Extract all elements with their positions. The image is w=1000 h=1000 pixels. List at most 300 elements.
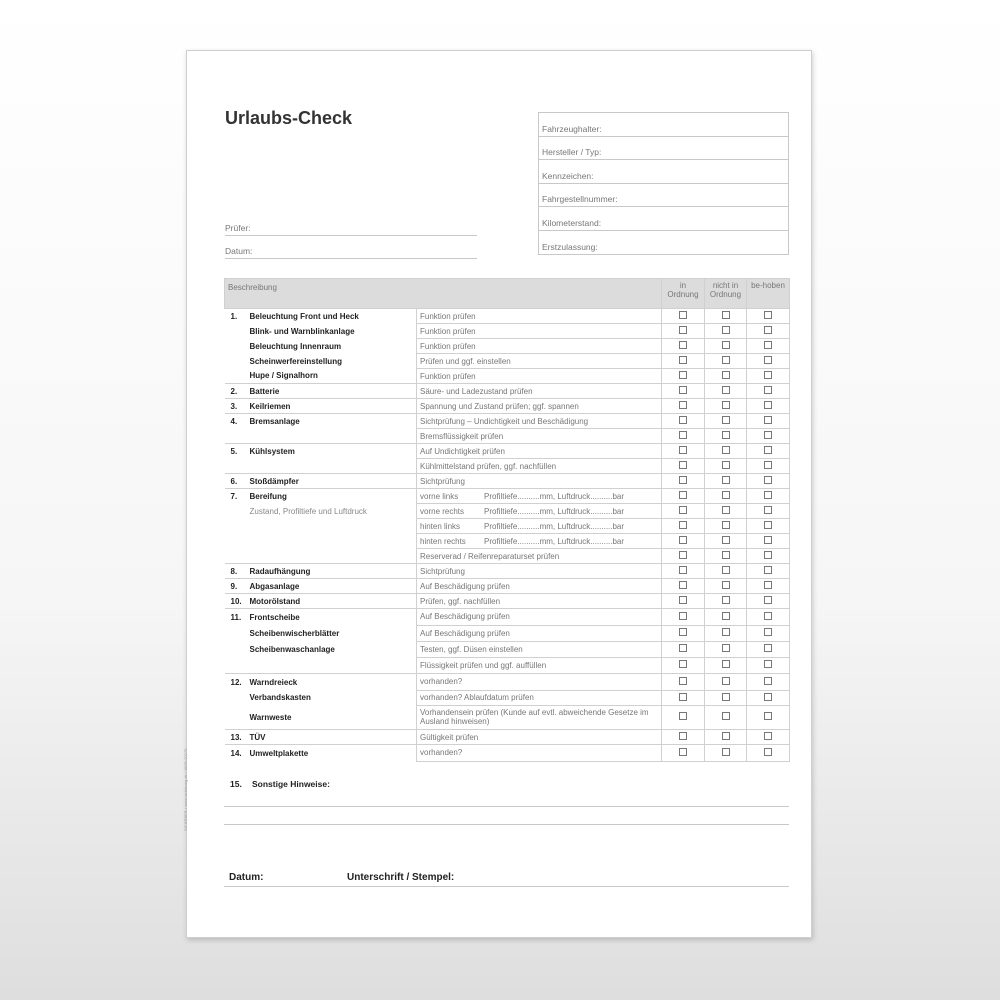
checkbox-fixed[interactable]: [764, 431, 772, 439]
checkbox-cell-in-order: [662, 641, 705, 657]
item-name: Verbandskasten: [249, 693, 311, 702]
check-task: [417, 399, 662, 414]
item-description: [247, 674, 417, 691]
item-number: [225, 429, 247, 444]
checkbox-cell-fixed: [747, 369, 790, 384]
checkbox-cell-fixed: [747, 459, 790, 474]
item-name: Batterie: [249, 386, 280, 396]
checkbox-not-in-order[interactable]: [722, 476, 730, 484]
checkbox-not-in-order[interactable]: [722, 371, 730, 379]
checkbox-not-in-order[interactable]: [722, 748, 730, 756]
check-task: [417, 384, 662, 399]
tire-position: vorne links: [420, 491, 459, 501]
checkbox-in-order[interactable]: [679, 566, 687, 574]
checkbox-fixed[interactable]: [764, 660, 772, 668]
item-number: [225, 519, 247, 534]
checkbox-cell-not-in-order: [705, 339, 747, 354]
checkbox-not-in-order[interactable]: [722, 566, 730, 574]
checkbox-fixed[interactable]: [764, 566, 772, 574]
checkbox-fixed[interactable]: [764, 326, 772, 334]
item-description: [247, 429, 417, 444]
task-text: Spannung und Zustand prüfen; ggf. spannen: [420, 401, 579, 411]
checkbox-not-in-order[interactable]: [722, 732, 730, 740]
item-number: 5.: [225, 444, 247, 459]
task-text: Profiltiefe..........mm, Luftdruck..........bar: [484, 506, 625, 516]
checkbox-in-order[interactable]: [679, 732, 687, 740]
checkbox-not-in-order[interactable]: [722, 628, 730, 636]
task-text: Funktion prüfen: [420, 341, 476, 351]
checkbox-cell-fixed: [747, 354, 790, 369]
checkbox-cell-fixed: [747, 519, 790, 534]
task-text: Funktion prüfen: [420, 326, 476, 336]
checkbox-fixed[interactable]: [764, 644, 772, 652]
task-text: Sichtprüfung: [420, 566, 465, 576]
task-text: Kühlmittelstand prüfen, ggf. nachfüllen: [420, 461, 557, 471]
notes-line[interactable]: [224, 789, 789, 807]
check-task: [417, 657, 662, 674]
checkbox-cell-in-order: [662, 625, 705, 641]
item-number: [225, 459, 247, 474]
checkbox-not-in-order[interactable]: [722, 677, 730, 685]
checkbox-not-in-order[interactable]: [722, 491, 730, 499]
item-name: Stoßdämpfer: [249, 476, 299, 486]
item-description: [247, 519, 417, 534]
checklist-row: [225, 745, 790, 762]
item-description: [247, 745, 417, 762]
checkbox-not-in-order[interactable]: [722, 693, 730, 701]
checkbox-not-in-order[interactable]: [722, 596, 730, 604]
checkbox-in-order[interactable]: [679, 660, 687, 668]
checkbox-in-order[interactable]: [679, 461, 687, 469]
checkbox-in-order[interactable]: [679, 644, 687, 652]
item-description: [247, 594, 417, 609]
check-task: [417, 414, 662, 429]
signature-row: [224, 870, 789, 887]
check-task: [417, 339, 662, 354]
checkbox-fixed[interactable]: [764, 401, 772, 409]
item-description: [247, 534, 417, 549]
item-number: 14.: [225, 745, 247, 762]
checkbox-in-order[interactable]: [679, 712, 687, 720]
check-task: [417, 690, 662, 705]
checkbox-cell-in-order: [662, 534, 705, 549]
checkbox-not-in-order[interactable]: [722, 551, 730, 559]
checkbox-fixed[interactable]: [764, 461, 772, 469]
checkbox-cell-not-in-order: [705, 444, 747, 459]
checkbox-fixed[interactable]: [764, 596, 772, 604]
side-imprint: SICHRBER • www.sicherung.de • WGB-00170: [183, 748, 188, 831]
signature-stamp-label[interactable]: Unterschrift / Stempel:: [347, 872, 455, 883]
checkbox-fixed[interactable]: [764, 628, 772, 636]
checkbox-in-order[interactable]: [679, 551, 687, 559]
checkbox-fixed[interactable]: [764, 612, 772, 620]
checkbox-cell-fixed: [747, 564, 790, 579]
check-task: [417, 579, 662, 594]
checkbox-not-in-order[interactable]: [722, 446, 730, 454]
check-task: [417, 489, 662, 504]
checkbox-cell-not-in-order: [705, 399, 747, 414]
checkbox-fixed[interactable]: [764, 732, 772, 740]
item-number: 8.: [225, 564, 247, 579]
checklist-row: [225, 369, 790, 384]
checkbox-in-order[interactable]: [679, 446, 687, 454]
task-text: Sichtprüfung – Undichtigkeit und Beschädigung: [420, 416, 589, 426]
check-task: [417, 444, 662, 459]
checkbox-in-order[interactable]: [679, 677, 687, 685]
checklist-row: [225, 579, 790, 594]
task-text: vorhanden? Ablaufdatum prüfen: [420, 693, 534, 702]
checkbox-cell-in-order: [662, 549, 705, 564]
checkbox-fixed[interactable]: [764, 446, 772, 454]
task-text: Auf Beschädigung prüfen: [420, 581, 510, 591]
check-task: [417, 745, 662, 762]
signature-date-label[interactable]: Datum:: [229, 872, 264, 883]
checkbox-in-order[interactable]: [679, 476, 687, 484]
checkbox-cell-not-in-order: [705, 324, 747, 339]
checkbox-cell-not-in-order: [705, 384, 747, 399]
task-text: Funktion prüfen: [420, 371, 476, 381]
checkbox-cell-in-order: [662, 609, 705, 626]
checkbox-not-in-order[interactable]: [722, 431, 730, 439]
checklist-row: [225, 474, 790, 489]
vehicle-info-box: [538, 112, 789, 255]
other-notes-label: [224, 779, 789, 789]
item-number: 9.: [225, 579, 247, 594]
checkbox-in-order[interactable]: [679, 431, 687, 439]
item-number: 3.: [225, 399, 247, 414]
check-task: [417, 429, 662, 444]
item-description: [247, 474, 417, 489]
task-text: vorhanden?: [420, 748, 463, 758]
checkbox-cell-fixed: [747, 444, 790, 459]
checklist-row: [225, 674, 790, 691]
item-name: Motorölstand: [249, 596, 301, 606]
check-task: [417, 609, 662, 626]
checklist-row: [225, 705, 790, 730]
checkbox-fixed[interactable]: [764, 476, 772, 484]
checkbox-in-order[interactable]: [679, 326, 687, 334]
checkbox-cell-fixed: [747, 745, 790, 762]
item-description: [247, 579, 417, 594]
item-description: [247, 309, 417, 324]
checkbox-cell-not-in-order: [705, 641, 747, 657]
checkbox-not-in-order[interactable]: [722, 326, 730, 334]
task-text: Säure- und Ladezustand prüfen: [420, 386, 533, 396]
checklist-row: [225, 504, 790, 519]
checkbox-fixed[interactable]: [764, 536, 772, 544]
checkbox-fixed[interactable]: [764, 693, 772, 701]
checkbox-not-in-order[interactable]: [722, 506, 730, 514]
check-task: [417, 519, 662, 534]
check-task: [417, 549, 662, 564]
header-in-order: in Ordnung: [662, 279, 705, 309]
checkbox-cell-fixed: [747, 384, 790, 399]
item-number: [225, 339, 247, 354]
checklist-row: [225, 429, 790, 444]
checkbox-cell-fixed: [747, 730, 790, 745]
item-number: [225, 534, 247, 549]
checkbox-cell-not-in-order: [705, 354, 747, 369]
item-name: Radaufhängung: [249, 566, 311, 576]
checkbox-fixed[interactable]: [764, 386, 772, 394]
item-description: [247, 339, 417, 354]
checkbox-not-in-order[interactable]: [722, 311, 730, 319]
checkbox-cell-in-order: [662, 489, 705, 504]
mileage-field[interactable]: Kilometerstand:: [539, 207, 788, 231]
item-description: [247, 384, 417, 399]
checkbox-cell-not-in-order: [705, 549, 747, 564]
checkbox-cell-in-order: [662, 384, 705, 399]
checkbox-fixed[interactable]: [764, 521, 772, 529]
item-name: TÜV: [249, 732, 266, 742]
checkbox-in-order[interactable]: [679, 536, 687, 544]
task-text: Profiltiefe..........mm, Luftdruck..........bar: [484, 491, 625, 501]
checkbox-cell-fixed: [747, 504, 790, 519]
checkbox-cell-in-order: [662, 564, 705, 579]
checkbox-in-order[interactable]: [679, 341, 687, 349]
checkbox-fixed[interactable]: [764, 341, 772, 349]
first-registration-field[interactable]: Erstzulassung:: [542, 242, 598, 252]
checkbox-cell-not-in-order: [705, 690, 747, 705]
check-task: [417, 354, 662, 369]
checkbox-in-order[interactable]: [679, 371, 687, 379]
checkbox-fixed[interactable]: [764, 677, 772, 685]
checkbox-fixed[interactable]: [764, 416, 772, 424]
checkbox-cell-fixed: [747, 474, 790, 489]
checkbox-cell-in-order: [662, 414, 705, 429]
checkbox-cell-in-order: [662, 705, 705, 730]
item-name: Blink- und Warnblinkanlage: [249, 326, 355, 336]
checkbox-cell-fixed: [747, 324, 790, 339]
item-description: [247, 354, 417, 369]
item-name: Scheibenwaschanlage: [249, 644, 335, 654]
checkbox-cell-in-order: [662, 369, 705, 384]
task-text: Sichtprüfung: [420, 476, 465, 486]
checkbox-fixed[interactable]: [764, 311, 772, 319]
checkbox-cell-in-order: [662, 444, 705, 459]
tire-position: vorne rechts: [420, 506, 465, 516]
checkbox-in-order[interactable]: [679, 581, 687, 589]
checkbox-in-order[interactable]: [679, 693, 687, 701]
checkbox-cell-not-in-order: [705, 504, 747, 519]
task-text: Profiltiefe..........mm, Luftdruck..........bar: [484, 521, 625, 531]
checkbox-cell-in-order: [662, 309, 705, 324]
checkbox-cell-not-in-order: [705, 579, 747, 594]
checklist-row: [225, 489, 790, 504]
task-text: vorhanden?: [420, 677, 463, 687]
manufacturer-type-field[interactable]: Hersteller / Typ:: [539, 137, 788, 161]
checkbox-cell-in-order: [662, 519, 705, 534]
other-notes-number: 15.: [230, 779, 242, 789]
checkbox-fixed[interactable]: [764, 712, 772, 720]
item-number: [225, 625, 247, 641]
item-description: [247, 369, 417, 384]
task-text: Auf Beschädigung prüfen: [420, 612, 510, 622]
item-number: [225, 690, 247, 705]
checkbox-in-order[interactable]: [679, 612, 687, 620]
check-task: [417, 474, 662, 489]
checkbox-cell-in-order: [662, 745, 705, 762]
task-text: Auf Beschädigung prüfen: [420, 628, 510, 638]
check-task: [417, 534, 662, 549]
checkbox-cell-fixed: [747, 674, 790, 691]
checkbox-cell-in-order: [662, 459, 705, 474]
checkbox-cell-in-order: [662, 579, 705, 594]
item-name: Scheibenwischerblätter: [249, 628, 340, 638]
item-number: 7.: [225, 489, 247, 504]
checkbox-cell-not-in-order: [705, 745, 747, 762]
task-text: Reserverad / Reifenreparaturset prüfen: [420, 551, 560, 561]
item-description: [247, 504, 417, 519]
checkbox-cell-in-order: [662, 657, 705, 674]
tire-position: hinten rechts: [420, 536, 466, 546]
task-text: Auf Undichtigkeit prüfen: [420, 446, 505, 456]
checkbox-cell-not-in-order: [705, 625, 747, 641]
checkbox-not-in-order[interactable]: [722, 401, 730, 409]
checkbox-not-in-order[interactable]: [722, 341, 730, 349]
checkbox-cell-not-in-order: [705, 414, 747, 429]
checkbox-cell-not-in-order: [705, 730, 747, 745]
item-name: Umweltplakette: [249, 748, 309, 758]
checkbox-in-order[interactable]: [679, 356, 687, 364]
checklist-row: [225, 730, 790, 745]
checkbox-fixed[interactable]: [764, 356, 772, 364]
checklist-row: [225, 414, 790, 429]
task-text: Profiltiefe..........mm, Luftdruck..........bar: [484, 536, 625, 546]
checkbox-cell-fixed: [747, 534, 790, 549]
checkbox-not-in-order[interactable]: [722, 521, 730, 529]
checkbox-cell-not-in-order: [705, 309, 747, 324]
check-task: [417, 594, 662, 609]
checklist-row: [225, 564, 790, 579]
checkbox-fixed[interactable]: [764, 551, 772, 559]
checkbox-cell-in-order: [662, 324, 705, 339]
checklist-row: [225, 641, 790, 657]
item-number: [225, 657, 247, 674]
checkbox-cell-not-in-order: [705, 564, 747, 579]
item-number: 10.: [225, 594, 247, 609]
item-number: 1.: [225, 309, 247, 324]
task-text: Prüfen und ggf. einstellen: [420, 356, 511, 366]
item-name: Frontscheibe: [249, 612, 300, 622]
item-number: [225, 504, 247, 519]
checkbox-in-order[interactable]: [679, 401, 687, 409]
task-text: Funktion prüfen: [420, 311, 476, 321]
checkbox-not-in-order[interactable]: [722, 461, 730, 469]
checkbox-fixed[interactable]: [764, 506, 772, 514]
checklist-row: [225, 324, 790, 339]
checkbox-not-in-order[interactable]: [722, 644, 730, 652]
checkbox-cell-fixed: [747, 309, 790, 324]
checkbox-not-in-order[interactable]: [722, 712, 730, 720]
checklist-row: [225, 534, 790, 549]
checkbox-cell-fixed: [747, 657, 790, 674]
item-description: [247, 444, 417, 459]
item-number: [225, 324, 247, 339]
inspector-fields: [225, 213, 477, 259]
checkbox-cell-in-order: [662, 339, 705, 354]
checkbox-cell-not-in-order: [705, 369, 747, 384]
checkbox-cell-in-order: [662, 594, 705, 609]
checkbox-not-in-order[interactable]: [722, 356, 730, 364]
checkbox-cell-fixed: [747, 414, 790, 429]
checkbox-fixed[interactable]: [764, 748, 772, 756]
checkbox-cell-fixed: [747, 705, 790, 730]
checkbox-cell-fixed: [747, 399, 790, 414]
checkbox-cell-fixed: [747, 609, 790, 626]
license-plate-field[interactable]: Kennzeichen:: [539, 160, 788, 184]
checkbox-in-order[interactable]: [679, 748, 687, 756]
inspector-field[interactable]: Prüfer:: [225, 213, 477, 236]
checkbox-cell-not-in-order: [705, 534, 747, 549]
checklist-row: [225, 609, 790, 626]
checkbox-in-order[interactable]: [679, 596, 687, 604]
checkbox-in-order[interactable]: [679, 506, 687, 514]
item-description: [247, 705, 417, 730]
checkbox-fixed[interactable]: [764, 371, 772, 379]
checkbox-cell-not-in-order: [705, 489, 747, 504]
checkbox-in-order[interactable]: [679, 521, 687, 529]
checkbox-cell-not-in-order: [705, 594, 747, 609]
checkbox-in-order[interactable]: [679, 386, 687, 394]
item-name: Beleuchtung Front und Heck: [249, 311, 359, 321]
checkbox-in-order[interactable]: [679, 311, 687, 319]
checkbox-cell-not-in-order: [705, 609, 747, 626]
checkbox-not-in-order[interactable]: [722, 581, 730, 589]
checkbox-cell-in-order: [662, 730, 705, 745]
date-field[interactable]: Datum:: [225, 236, 477, 259]
checkbox-cell-not-in-order: [705, 674, 747, 691]
task-text: Testen, ggf. Düsen einstellen: [420, 644, 523, 654]
checkbox-not-in-order[interactable]: [722, 612, 730, 620]
checkbox-not-in-order[interactable]: [722, 536, 730, 544]
item-description: [247, 324, 417, 339]
item-number: [225, 549, 247, 564]
checkbox-fixed[interactable]: [764, 581, 772, 589]
vehicle-owner-field[interactable]: Fahrzeughalter:: [539, 113, 788, 137]
check-task: [417, 309, 662, 324]
checklist-row: [225, 519, 790, 534]
item-number: 12.: [225, 674, 247, 691]
checklist-row: [225, 384, 790, 399]
checkbox-cell-fixed: [747, 594, 790, 609]
check-task: [417, 730, 662, 745]
checkbox-not-in-order[interactable]: [722, 386, 730, 394]
item-description: [247, 609, 417, 626]
checkbox-in-order[interactable]: [679, 416, 687, 424]
notes-line[interactable]: [224, 807, 789, 825]
checkbox-cell-fixed: [747, 579, 790, 594]
checklist-row: [225, 444, 790, 459]
checkbox-not-in-order[interactable]: [722, 660, 730, 668]
checkbox-in-order[interactable]: [679, 628, 687, 636]
item-number: [225, 705, 247, 730]
checklist-row: [225, 309, 790, 324]
check-task: [417, 459, 662, 474]
vin-field[interactable]: Fahrgestellnummer:: [539, 184, 788, 208]
checkbox-not-in-order[interactable]: [722, 416, 730, 424]
checkbox-fixed[interactable]: [764, 491, 772, 499]
check-task: [417, 625, 662, 641]
item-description: [247, 564, 417, 579]
item-description: [247, 399, 417, 414]
checkbox-in-order[interactable]: [679, 491, 687, 499]
item-name: Warndreieck: [249, 677, 298, 687]
item-name: Keilriemen: [249, 401, 291, 411]
checkbox-cell-not-in-order: [705, 474, 747, 489]
checklist-row: [225, 690, 790, 705]
check-task: [417, 641, 662, 657]
